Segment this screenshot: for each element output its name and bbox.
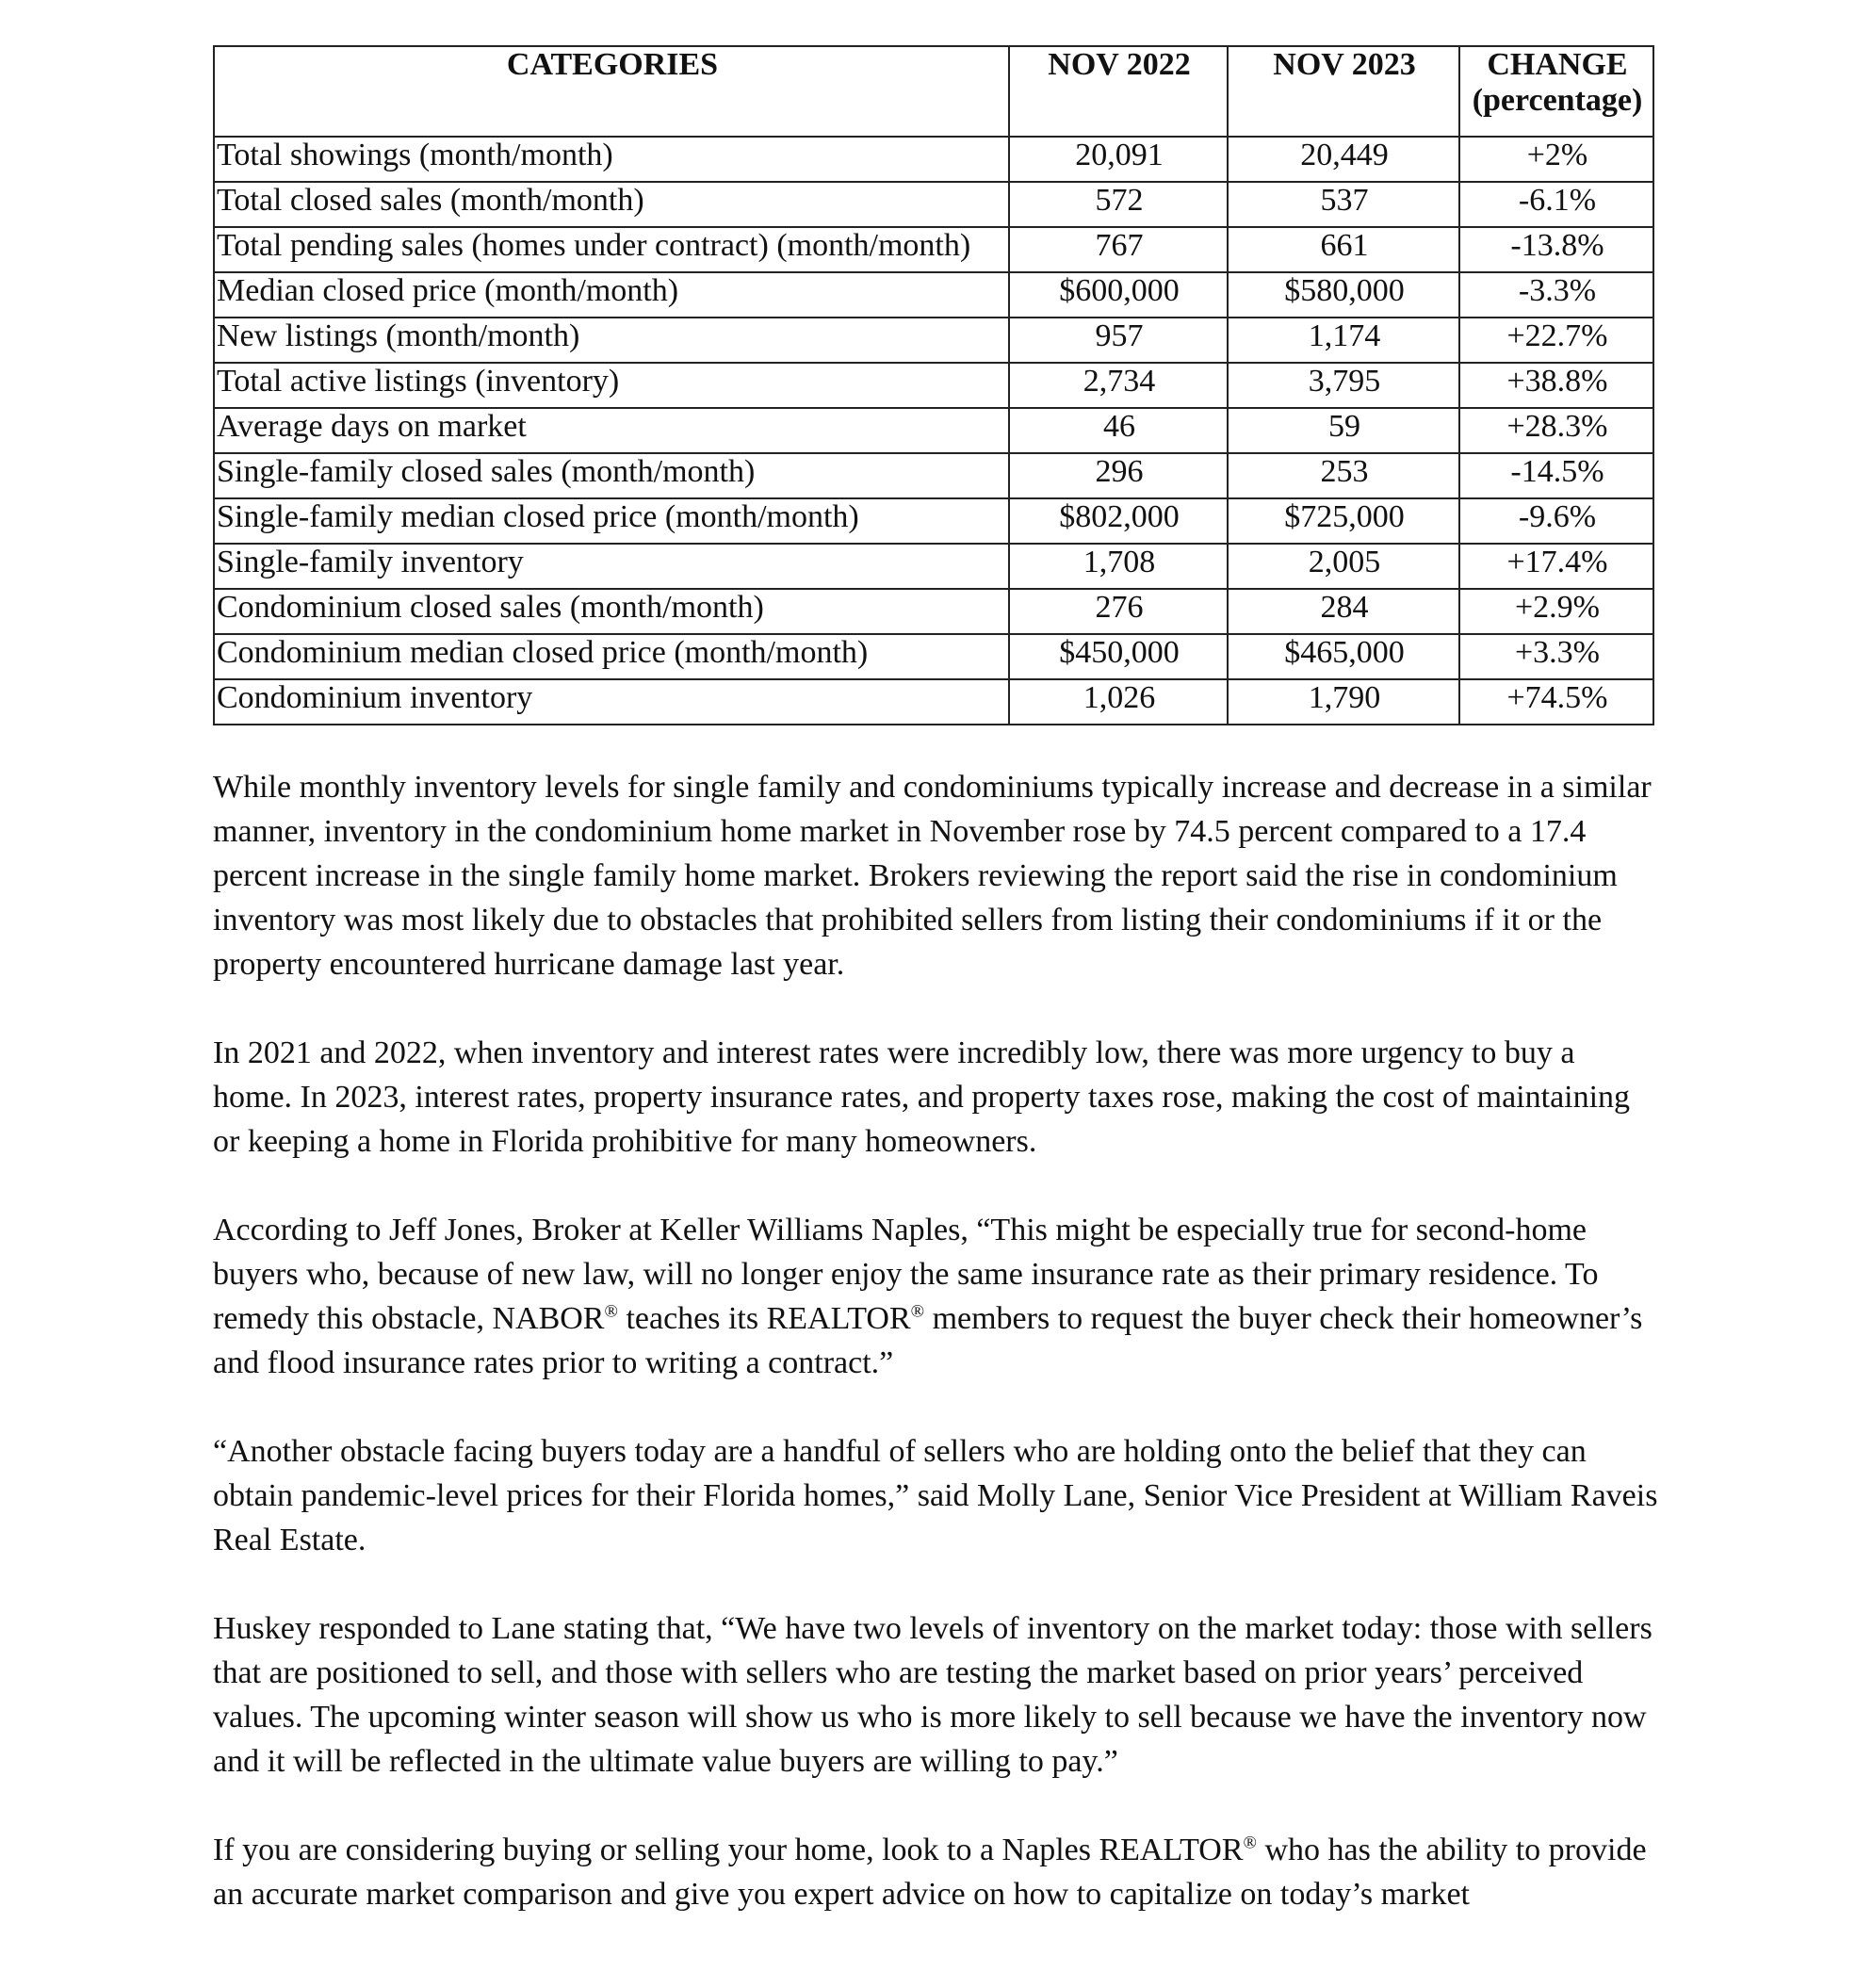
- paragraph-jones-quote: [213, 1208, 1660, 1385]
- nov-2022-cell: 2,734: [1009, 363, 1228, 408]
- nov-2023-cell: 1,174: [1228, 318, 1459, 363]
- paragraph-huskey-quote: Huskey responded to Lane stating that, “We have two levels of inventory on the market today: those with sellers that are positioned to sell, and those with sellers who are testing the market based on prior years’ perceived values. The upcoming winter season will show us who is more likely to sell because we have the inventory now and it will be reflected in the ultimate value buyers are willing to pay.”: [213, 1611, 1652, 1779]
- nov-2022-cell: 296: [1009, 453, 1228, 498]
- table-row: [214, 227, 1653, 272]
- change-cell: +38.8%: [1459, 363, 1653, 408]
- header-nov-2022: NOV 2022: [1009, 46, 1228, 137]
- paragraph-closing: [213, 1828, 1660, 1916]
- paragraph-inventory: While monthly inventory levels for single family and condominiums typically increase and decrease in a similar manner, inventory in the condominium home market in November rose by 74.5 percent compared to a 17.4 percent increase in the single family home market. Brokers reviewing the report said the rise in condominium inventory was most likely due to obstacles that prohibited sellers from listing their condominiums if it or the property encountered hurricane damage last year.: [213, 770, 1652, 982]
- nov-2022-cell: $450,000: [1009, 634, 1228, 679]
- category-cell: Condominium inventory: [214, 679, 1009, 725]
- nov-2023-cell: $725,000: [1228, 498, 1459, 544]
- text-run: According to Jeff Jones, Broker at Keller Williams Naples, “This might be especially true for second-home buyers who, because of new law, will no longer enjoy the same insurance rate as their primary residence. To remedy this obstacle, NABOR: [213, 1213, 1599, 1336]
- nov-2023-cell: 3,795: [1228, 363, 1459, 408]
- table-row: [214, 408, 1653, 453]
- change-cell: -14.5%: [1459, 453, 1653, 498]
- nov-2022-cell: 276: [1009, 589, 1228, 634]
- change-cell: +2.9%: [1459, 589, 1653, 634]
- table-row: [214, 453, 1653, 498]
- nov-2022-cell: 572: [1009, 182, 1228, 227]
- change-cell: +74.5%: [1459, 679, 1653, 725]
- nov-2023-cell: 661: [1228, 227, 1459, 272]
- paragraph-lane-quote: “Another obstacle facing buyers today are a handful of sellers who are holding onto the belief that they can obtain pandemic-level prices for their Florida homes,” said Molly Lane, Senior Vice President at William Raveis Real Estate.: [213, 1434, 1658, 1557]
- text-run: who has the ability to provide an accurate market comparison and give you expert advice on how to capitalize on today’s market: [213, 1833, 1647, 1912]
- change-cell: +2%: [1459, 137, 1653, 182]
- category-cell: Average days on market: [214, 408, 1009, 453]
- category-cell: Single-family closed sales (month/month): [214, 453, 1009, 498]
- nov-2022-cell: 46: [1009, 408, 1228, 453]
- market-stats-table: [213, 45, 1654, 725]
- table-header-row: [214, 46, 1653, 137]
- category-cell: Single-family median closed price (month/month): [214, 498, 1009, 544]
- registered-mark: ®: [604, 1301, 618, 1322]
- table-row: [214, 272, 1653, 318]
- change-cell: +28.3%: [1459, 408, 1653, 453]
- category-cell: Total showings (month/month): [214, 137, 1009, 182]
- header-change: CHANGE (percentage): [1459, 46, 1653, 137]
- change-cell: -3.3%: [1459, 272, 1653, 318]
- registered-mark: ®: [910, 1301, 925, 1322]
- table-row: [214, 498, 1653, 544]
- change-cell: +17.4%: [1459, 544, 1653, 589]
- category-cell: New listings (month/month): [214, 318, 1009, 363]
- table-row: [214, 318, 1653, 363]
- category-cell: Condominium median closed price (month/month): [214, 634, 1009, 679]
- category-cell: Total active listings (inventory): [214, 363, 1009, 408]
- category-cell: Condominium closed sales (month/month): [214, 589, 1009, 634]
- change-cell: -6.1%: [1459, 182, 1653, 227]
- nov-2023-cell: $465,000: [1228, 634, 1459, 679]
- change-cell: +22.7%: [1459, 318, 1653, 363]
- nov-2022-cell: 1,708: [1009, 544, 1228, 589]
- table-row: [214, 137, 1653, 182]
- category-cell: Total pending sales (homes under contract) (month/month): [214, 227, 1009, 272]
- nov-2022-cell: $802,000: [1009, 498, 1228, 544]
- text-run: members to request the buyer check their homeowner’s and flood insurance rates prior to writing a contract.”: [213, 1301, 1643, 1380]
- category-cell: Median closed price (month/month): [214, 272, 1009, 318]
- nov-2023-cell: 20,449: [1228, 137, 1459, 182]
- nov-2023-cell: $580,000: [1228, 272, 1459, 318]
- header-categories: CATEGORIES: [214, 46, 1009, 137]
- registered-mark: ®: [1243, 1833, 1257, 1853]
- table-row: [214, 679, 1653, 725]
- change-cell: -9.6%: [1459, 498, 1653, 544]
- nov-2023-cell: 537: [1228, 182, 1459, 227]
- text-run: teaches its REALTOR: [617, 1301, 911, 1336]
- nov-2023-cell: 2,005: [1228, 544, 1459, 589]
- header-nov-2023: NOV 2023: [1228, 46, 1459, 137]
- change-cell: +3.3%: [1459, 634, 1653, 679]
- table-row: [214, 589, 1653, 634]
- article-body: [213, 765, 1660, 1961]
- category-cell: Single-family inventory: [214, 544, 1009, 589]
- nov-2022-cell: 1,026: [1009, 679, 1228, 725]
- nov-2023-cell: 253: [1228, 453, 1459, 498]
- nov-2022-cell: 767: [1009, 227, 1228, 272]
- nov-2023-cell: 1,790: [1228, 679, 1459, 725]
- table-row: [214, 544, 1653, 589]
- nov-2023-cell: 59: [1228, 408, 1459, 453]
- category-cell: Total closed sales (month/month): [214, 182, 1009, 227]
- nov-2023-cell: 284: [1228, 589, 1459, 634]
- table-row: [214, 182, 1653, 227]
- table-row: [214, 634, 1653, 679]
- table-row: [214, 363, 1653, 408]
- text-run: If you are considering buying or selling your home, look to a Naples REALTOR: [213, 1833, 1244, 1867]
- nov-2022-cell: 20,091: [1009, 137, 1228, 182]
- paragraph-rates: In 2021 and 2022, when inventory and interest rates were incredibly low, there was more urgency to buy a home. In 2023, interest rates, property insurance rates, and property taxes rose, making the cost of maintaining or keeping a home in Florida prohibitive for many homeowners.: [213, 1035, 1631, 1159]
- change-cell: -13.8%: [1459, 227, 1653, 272]
- nov-2022-cell: 957: [1009, 318, 1228, 363]
- nov-2022-cell: $600,000: [1009, 272, 1228, 318]
